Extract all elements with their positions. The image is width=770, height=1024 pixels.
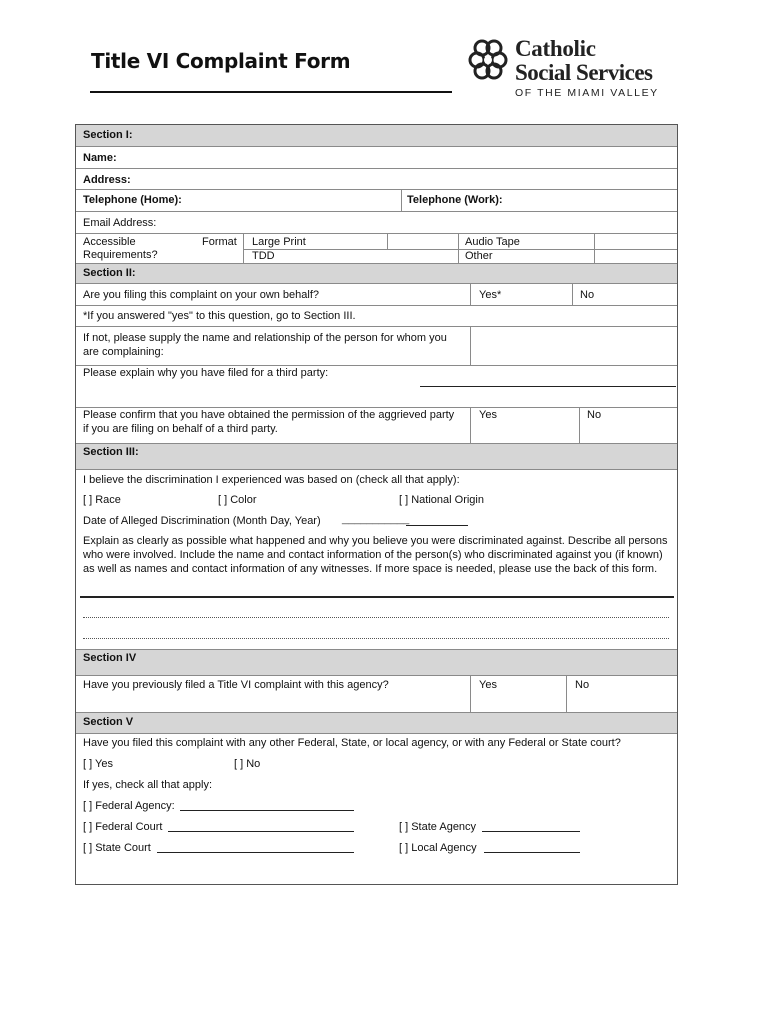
note-yes-row <box>76 306 677 327</box>
title-underline <box>90 91 452 93</box>
address-row[interactable] <box>76 169 677 190</box>
section-3-body <box>76 470 677 650</box>
other-agency-yes-checkbox[interactable]: [ ] Yes <box>83 758 113 770</box>
other-label: Other <box>465 250 493 262</box>
confirm-yes-option[interactable]: Yes <box>479 409 497 421</box>
name-label: Name: <box>83 152 117 164</box>
local-agency-field[interactable] <box>484 852 580 853</box>
if-not-text-2: are complaining: <box>83 346 164 358</box>
section-3-header <box>76 444 677 470</box>
section-2-header <box>76 264 677 284</box>
organization-logo <box>465 36 675 100</box>
if-not-text-1: If not, please supply the name and relationship of the person for whom you <box>83 332 447 344</box>
confirm-text-2: if you are filing on behalf of a third party. <box>83 423 278 435</box>
section-5-header <box>76 713 677 734</box>
explain-line-1[interactable] <box>80 596 674 598</box>
section-4-header <box>76 650 677 676</box>
state-agency-checkbox[interactable]: [ ] State Agency <box>399 821 477 833</box>
previous-complaint-question: Have you previously filed a Title VI complaint with this agency? <box>83 679 389 691</box>
confirm-text-1: Please confirm that you have obtained the permission of the aggrieved party <box>83 409 455 421</box>
format-label: Format <box>202 236 237 248</box>
complaint-form <box>75 124 678 885</box>
explain-text-2: who were involved. Include the name and contact information of the person(s) who discriminated against you (if known) <box>83 549 663 561</box>
page-title: Title VI Complaint Form <box>91 49 351 73</box>
knot-icon <box>465 36 511 82</box>
explain-text-3: as well as names and contact information of any witnesses. If more space is needed, please use the back of this form. <box>83 563 658 575</box>
email-label: Email Address: <box>83 217 157 229</box>
section-4-heading: Section IV <box>83 652 137 664</box>
accessible-label-2: Requirements? <box>83 249 158 261</box>
own-behalf-row <box>76 284 677 306</box>
name-row[interactable] <box>76 147 677 169</box>
section-2-heading: Section II: <box>83 267 136 279</box>
accessible-row <box>76 234 677 264</box>
section-1-heading: Section I: <box>83 129 133 141</box>
other-agency-no-checkbox[interactable]: [ ] No <box>234 758 261 770</box>
logo-line-2: Social Services <box>515 60 653 85</box>
own-behalf-yes-option[interactable]: Yes* <box>479 289 502 301</box>
explain-third-line <box>420 386 676 387</box>
person-name-field[interactable] <box>471 327 677 365</box>
confirm-no-option[interactable]: No <box>587 409 602 421</box>
if-yes-text: If yes, check all that apply: <box>83 779 213 791</box>
explain-text-1: Explain as clearly as possible what happened and why you believe you were discriminated against. Describe all persons <box>83 535 668 547</box>
section-3-heading: Section III: <box>83 446 139 458</box>
note-yes-text: *If you answered "yes" to this question, go to Section III. <box>83 310 356 322</box>
federal-court-checkbox[interactable]: [ ] Federal Court <box>83 821 163 833</box>
state-court-field[interactable] <box>157 852 354 853</box>
other-agency-question: Have you filed this complaint with any other Federal, State, or local agency, or with any Federal or State court? <box>83 737 621 749</box>
date-label: Date of Alleged Discrimination (Month Day, Year) <box>83 515 321 527</box>
color-checkbox[interactable]: [ ] Color <box>218 494 257 506</box>
logo-subtitle: OF THE MIAMI VALLEY <box>515 87 659 99</box>
state-agency-field[interactable] <box>482 831 580 832</box>
previous-no-option[interactable]: No <box>575 679 590 691</box>
explain-third-text: Please explain why you have filed for a third party: <box>83 367 329 379</box>
email-row[interactable] <box>76 212 677 234</box>
own-behalf-no-option[interactable]: No <box>580 289 595 301</box>
section-5-body <box>76 734 677 884</box>
if-not-row <box>76 327 677 366</box>
state-court-checkbox[interactable]: [ ] State Court <box>83 842 151 854</box>
audio-tape-label: Audio Tape <box>465 236 520 248</box>
address-label: Address: <box>83 174 131 186</box>
previous-complaint-row <box>76 676 677 713</box>
previous-yes-option[interactable]: Yes <box>479 679 497 691</box>
large-print-label: Large Print <box>252 236 306 248</box>
date-field[interactable] <box>406 525 468 526</box>
phone-home-label: Telephone (Home): <box>83 194 182 206</box>
section-1-header <box>76 125 677 147</box>
tdd-label: TDD <box>252 250 275 262</box>
date-blank: ___________ <box>342 513 410 525</box>
section-5-heading: Section V <box>83 716 134 728</box>
federal-court-field[interactable] <box>168 831 354 832</box>
telephone-row <box>76 190 677 212</box>
logo-line-1: Catholic <box>515 36 596 61</box>
confirm-permission-row <box>76 408 677 444</box>
believe-text: I believe the discrimination I experienced was based on (check all that apply): <box>83 474 460 486</box>
explain-line-3[interactable] <box>83 638 669 639</box>
phone-work-label: Telephone (Work): <box>407 194 503 206</box>
federal-agency-checkbox[interactable]: [ ] Federal Agency: <box>83 800 175 812</box>
local-agency-checkbox[interactable]: [ ] Local Agency <box>399 842 477 854</box>
accessible-label-1: Accessible <box>83 236 136 248</box>
explain-line-2[interactable] <box>83 617 669 618</box>
own-behalf-question: Are you filing this complaint on your own behalf? <box>83 289 320 301</box>
federal-agency-field[interactable] <box>180 810 354 811</box>
national-origin-checkbox[interactable]: [ ] National Origin <box>399 494 484 506</box>
race-checkbox[interactable]: [ ] Race <box>83 494 121 506</box>
explain-third-row[interactable] <box>76 366 677 408</box>
